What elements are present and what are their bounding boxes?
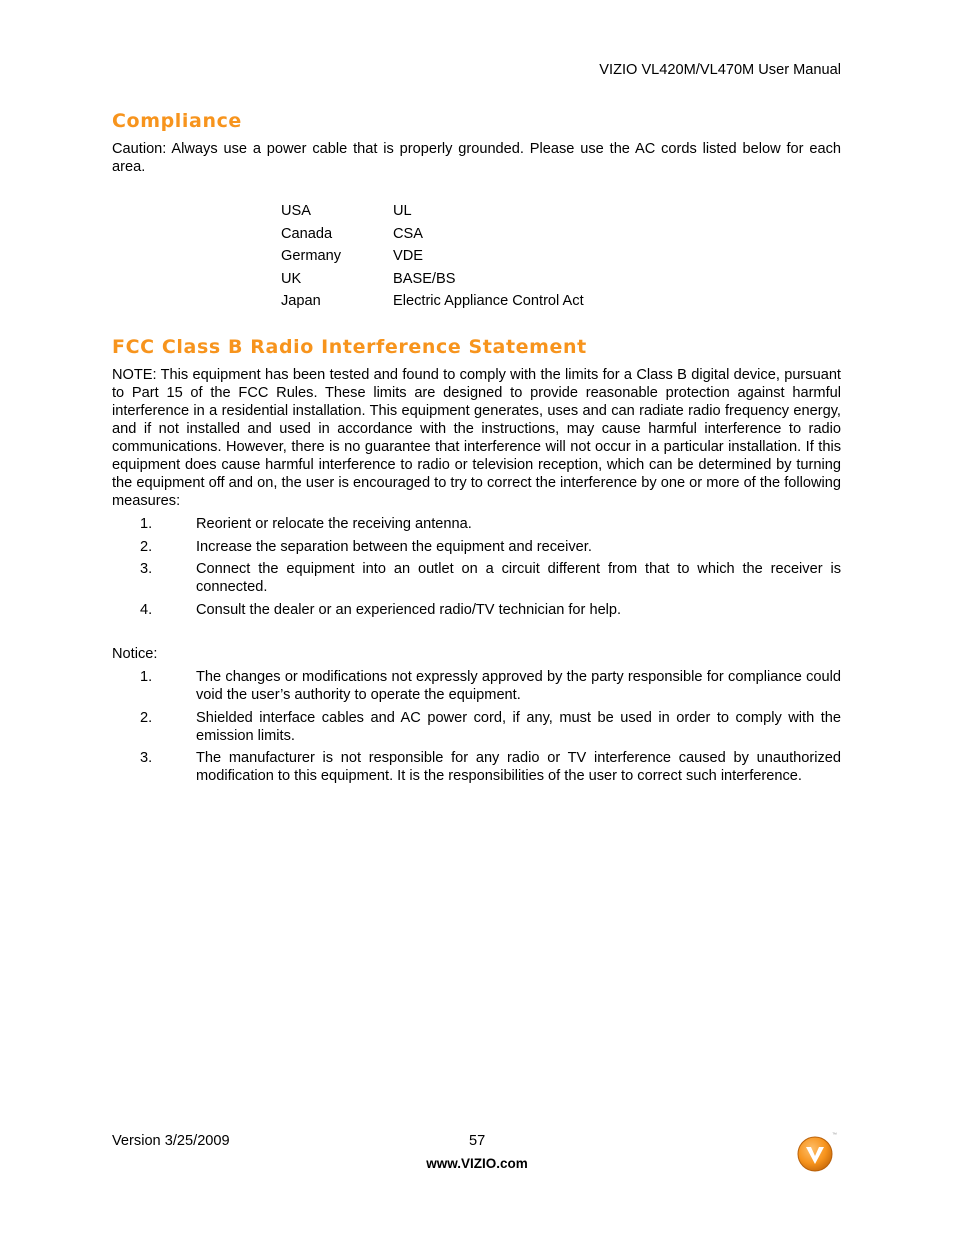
fcc-heading: FCC Class B Radio Interference Statement: [112, 336, 587, 358]
footer-page-number: 57: [469, 1133, 486, 1149]
list-number: 3.: [140, 561, 153, 577]
cord-row: [281, 292, 584, 315]
cord-row: [281, 225, 584, 248]
list-text: Consult the dealer or an experienced radio/TV technician for help.: [196, 601, 622, 618]
notice-label: Notice:: [112, 646, 158, 662]
list-number: 3.: [140, 750, 153, 766]
footer-url: www.VIZIO.com: [426, 1156, 528, 1171]
cord-row: [281, 270, 584, 293]
list-text: Shielded interface cables and AC power cord, if any, must be used in order to comply with the emission limits.: [196, 709, 841, 744]
footer-version: Version 3/25/2009: [112, 1133, 230, 1149]
cord-area: Germany: [281, 248, 342, 265]
list-item: [112, 601, 841, 619]
cord-area: Canada: [281, 225, 333, 242]
list-number: 1.: [140, 669, 153, 685]
list-number: 2.: [140, 709, 153, 726]
list-item: [112, 538, 841, 556]
list-text: Connect the equipment into an outlet on a circuit different from that to which the receiver is connected.: [196, 561, 841, 595]
cord-area: USA: [281, 203, 312, 219]
cord-standard: VDE: [393, 248, 424, 265]
list-item: [112, 560, 841, 596]
cord-standard: CSA: [393, 225, 424, 242]
cord-standard: BASE/BS: [393, 270, 456, 287]
ac-cord-table: [281, 202, 584, 315]
list-number: 1.: [140, 516, 153, 532]
list-number: 2.: [140, 538, 153, 555]
list-text: The manufacturer is not responsible for any radio or TV interference caused by unauthorized modification to this equipment. It is the responsibilities of the user to correct such interference.: [196, 750, 841, 784]
compliance-heading: Compliance: [112, 110, 242, 132]
list-item: [112, 515, 841, 533]
cord-row: [281, 247, 584, 270]
caution-paragraph: Caution: Always use a power cable that is properly grounded. Please use the AC cords listed below for each area.: [112, 141, 841, 175]
cord-standard: UL: [393, 203, 412, 219]
notice-list: [112, 668, 841, 790]
fcc-measures-list: [112, 515, 841, 623]
list-item: [112, 709, 841, 745]
running-header: VIZIO VL420M/VL470M User Manual: [599, 62, 841, 78]
list-text: The changes or modifications not expressly approved by the party responsible for compliance could void the user’s authority to operate the equipment.: [196, 669, 841, 703]
fcc-note-paragraph: NOTE: This equipment has been tested and found to comply with the limits for a Class B digital device, pursuant to Part 15 of the FCC Rules. These limits are designed to provide reasonable protection against harmful interference in a residential installation. This equipment generates, uses and can radiate radio frequency energy, and if not installed and used in accordance with the instructions, may cause harmful interference to radio communications. However, there is no guarantee that interference will not occur in a particular installation. If this equipment does cause harmful interference to radio or television reception, which can be determined by turning the equipment off and on, the user is encouraged to try to correct the interference by one or more of the following measures:: [112, 367, 841, 509]
trademark-symbol: ™: [832, 1132, 837, 1138]
list-text: Increase the separation between the equipment and receiver.: [196, 538, 592, 555]
cord-area: UK: [281, 270, 302, 287]
list-text: Reorient or relocate the receiving antenna.: [196, 516, 472, 532]
vizio-v-logo-icon: [797, 1136, 833, 1172]
cord-standard: Electric Appliance Control Act: [393, 293, 584, 310]
list-number: 4.: [140, 601, 153, 618]
cord-row: [281, 202, 584, 225]
list-item: [112, 668, 841, 704]
cord-area: Japan: [281, 293, 321, 310]
list-item: [112, 749, 841, 785]
